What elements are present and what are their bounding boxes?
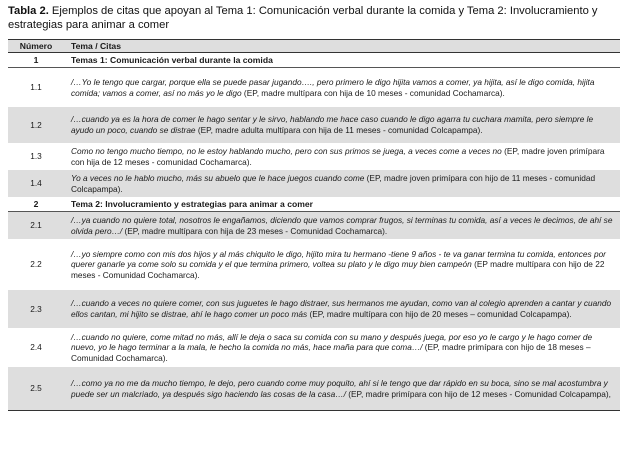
table-header-row <box>8 40 620 53</box>
caption-text: Ejemplos de citas que apoyan al Tema 1: Comunicación verbal durante la comida y Tema 2: Involucramiento y estrategias para animar a comer <box>8 5 598 31</box>
table-row <box>8 212 620 239</box>
row-number: 1.3 <box>30 151 42 162</box>
row-number: 1.1 <box>30 82 42 93</box>
row-source: (EP, madre multípara con hija de 10 meses - comunidad Cochamarca). <box>241 87 505 98</box>
table-row <box>8 367 620 410</box>
theme-row-1 <box>8 53 620 68</box>
table-row <box>8 143 620 170</box>
row-quote: /…cuando ya es la hora de comer le hago sentar y le sirvo, hablando me hace caso cuando le digo agarra tu cuchara mamita, pero siempre le ayudo un poco, cuando se distrae <box>71 114 594 135</box>
row-number: 1.2 <box>30 119 42 130</box>
caption-label: Tabla 2. <box>8 5 49 17</box>
row-source: (EP, madre primípara con hijo de 18 meses – Comunidad Cochamarca). <box>71 342 591 363</box>
header-number: Número <box>19 40 53 51</box>
table-caption <box>8 4 620 32</box>
row-source: (EP, madre primípara con hijo de 12 meses - Comunidad Colcapampa), <box>345 388 611 399</box>
theme-row-2 <box>8 197 620 212</box>
row-number: 2.5 <box>30 383 42 394</box>
row-source: (EP, madre joven primípara con hija de 12 meses - comunidad Cochamarca). <box>71 145 605 167</box>
row-source: (EP, madre multípara con hija de 23 meses - Comunidad Cochamarca). <box>122 225 388 236</box>
row-number: 2.4 <box>30 342 42 353</box>
table-row <box>8 170 620 197</box>
row-quote: /…Yo le tengo que cargar, porque ella se puede pasar jugando…., pero primero le digo hijita vamos a comer, ya hijita, así le digo comida, hijita comida; vamos a comer, así no más yo le digo <box>71 76 595 98</box>
row-quote: Como no tengo mucho tiempo, no le estoy hablando mucho, pero con sus primos se juega, a veces come a veces no <box>71 145 502 156</box>
row-number: 2.3 <box>30 303 42 314</box>
row-quote: /…como ya no me da mucho tiempo, le dejo, pero cuando come muy poquito, ahí si le tengo que dar rápido en su boca, sino se mal acostumbra y puede ser un malcriado, ya después sigo haciendo las cosas de la casa…/ <box>71 377 608 399</box>
row-number: 2.2 <box>30 259 42 270</box>
row-text <box>64 332 620 364</box>
row-source: (EP, madre joven primípara con hijo de 11 meses - comunidad Colcapampa). <box>71 172 596 194</box>
row-quote: /…yo siempre como con mis dos hijos y al más chiquito le digo, hijito mira tu hermano -tiene 9 años - te va ganar termina tu comida, entonces por querer ganarle ya come solo su comida y el que termina primero, voltea su plato y le digo muy bien campeón <box>71 248 606 270</box>
row-text <box>64 173 620 194</box>
table-row <box>8 239 620 290</box>
row-number: 2.1 <box>30 220 42 231</box>
theme-number: 1 <box>33 54 39 65</box>
row-text <box>64 378 620 399</box>
row-source: (EP, madre adulta multípara con hija de 11 meses - comunidad Colcapampa). <box>195 125 483 135</box>
row-quote: /…cuando no quiere, come mitad no más, allí le deja o saca su comida con su mano y después juega, por eso yo le cargo y le hago comer de nuevo, yo le hago terminar a la mala, le hecho la comida no más, hace maña para que coma…/ <box>71 331 593 353</box>
theme-title: Tema 2: Involucramiento y estrategias para animar a comer <box>71 198 313 209</box>
row-quote: /…ya cuando no quiere total, nosotros le engañamos, diciendo que vamos comprar frugos, si terminas tu comida, así a veces le decimos, de ahí se olvida pero…/ <box>71 214 613 236</box>
table-row <box>8 107 620 143</box>
row-text <box>64 298 620 319</box>
row-number: 1.4 <box>30 178 42 189</box>
row-quote: Yo a veces no le hablo mucho, más su abuelo que le hace juegos cuando come <box>71 172 365 183</box>
row-source: (EP, madre multípara con hijo de 20 meses – comunidad Colcapampa). <box>307 309 572 319</box>
row-source: (EP madre multípara con hijo de 22 meses - Comunidad Cochamarca). <box>71 259 605 280</box>
header-tema-citas: Tema / Citas <box>71 40 121 51</box>
theme-title: Temas 1: Comunicación verbal durante la comida <box>71 54 273 65</box>
table-row <box>8 68 620 107</box>
quotes-table <box>8 39 620 411</box>
table-row <box>8 290 620 328</box>
row-text <box>64 249 620 281</box>
row-text <box>64 215 620 236</box>
theme-number: 2 <box>33 198 39 209</box>
row-quote: /…cuando a veces no quiere comer, con sus juguetes le hago distraer, sus hermanos me ayudan, como van al colegio aprenden a cantar y cuando ellos cantan, mi hijito se distrae, ahí le hago comer un poco más <box>71 298 612 319</box>
table-row <box>8 328 620 367</box>
row-text <box>64 146 620 167</box>
row-text <box>64 114 620 135</box>
row-text <box>64 77 620 98</box>
